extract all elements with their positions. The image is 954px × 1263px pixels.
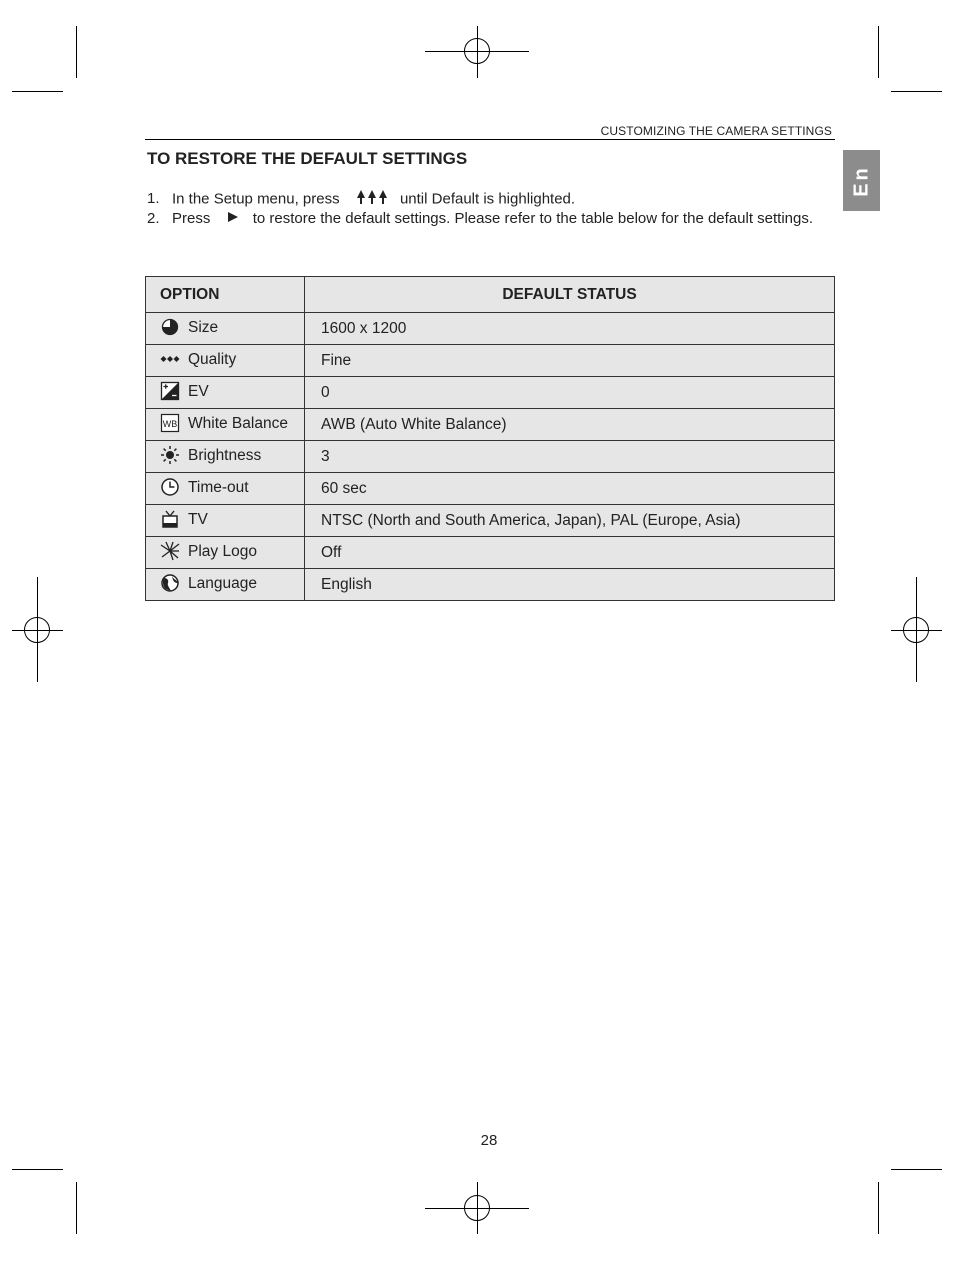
option-label: Language — [188, 575, 257, 593]
language-globe-icon — [160, 573, 180, 593]
step-number: 1. — [147, 190, 160, 207]
table-row — [146, 409, 835, 441]
language-tab-label: En — [850, 164, 872, 197]
defaults-table — [145, 276, 835, 601]
option-label: EV — [188, 383, 209, 401]
default-value: Off — [305, 537, 835, 569]
step-number: 2. — [147, 210, 160, 227]
option-cell — [146, 505, 305, 537]
triple-arrow-icon — [356, 189, 388, 211]
default-value: 60 sec — [305, 473, 835, 505]
column-header-default-status: DEFAULT STATUS — [305, 277, 835, 313]
table-row — [146, 505, 835, 537]
language-tab — [843, 150, 880, 211]
table-row — [146, 569, 835, 601]
option-cell — [146, 569, 305, 601]
table-row — [146, 345, 835, 377]
quality-icon — [160, 349, 180, 369]
table-row — [146, 537, 835, 569]
step-text-before: In the Setup menu, press — [172, 190, 340, 208]
option-cell — [146, 473, 305, 505]
default-value: 1600 x 1200 — [305, 313, 835, 345]
table-row — [146, 441, 835, 473]
option-label: Size — [188, 319, 219, 337]
default-value: 0 — [305, 377, 835, 409]
default-value: AWB (Auto White Balance) — [305, 409, 835, 441]
option-cell — [146, 313, 305, 345]
play-logo-icon — [160, 541, 180, 561]
size-icon — [160, 317, 180, 337]
step-text — [172, 209, 822, 229]
step-text — [172, 189, 822, 211]
option-label: Quality — [188, 351, 237, 369]
header-rule — [145, 139, 835, 140]
default-value: 3 — [305, 441, 835, 473]
default-value: English — [305, 569, 835, 601]
table-row — [146, 313, 835, 345]
page-number: 28 — [480, 1132, 498, 1149]
timeout-clock-icon — [160, 477, 180, 497]
option-cell — [146, 537, 305, 569]
play-right-icon — [227, 209, 239, 229]
option-cell — [146, 377, 305, 409]
option-cell — [146, 409, 305, 441]
option-label: Time-out — [188, 479, 249, 497]
table-header-row — [146, 277, 835, 313]
table-row — [146, 473, 835, 505]
ev-icon — [160, 381, 180, 401]
column-header-option: OPTION — [146, 277, 305, 313]
option-cell — [146, 345, 305, 377]
tv-icon — [160, 509, 180, 529]
step-text-after: to restore the default settings. Please refer to the table below for the default settings. — [252, 210, 814, 227]
step-text-before: Press — [172, 210, 211, 227]
table-row — [146, 377, 835, 409]
svg-text:WB: WB — [162, 419, 178, 430]
page-title: TO RESTORE THE DEFAULT SETTINGS — [147, 149, 468, 168]
white-balance-icon — [160, 413, 180, 433]
brightness-icon — [160, 445, 180, 465]
section-header: CUSTOMIZING THE CAMERA SETTINGS — [600, 124, 832, 138]
default-value: Fine — [305, 345, 835, 377]
option-cell — [146, 441, 305, 473]
default-value: NTSC (North and South America, Japan), PAL (Europe, Asia) — [305, 505, 835, 537]
option-label: TV — [188, 511, 208, 529]
step-text-after: until Default is highlighted. — [399, 190, 576, 208]
option-label: White Balance — [188, 415, 288, 433]
option-label: Play Logo — [188, 543, 257, 561]
option-label: Brightness — [188, 447, 262, 465]
